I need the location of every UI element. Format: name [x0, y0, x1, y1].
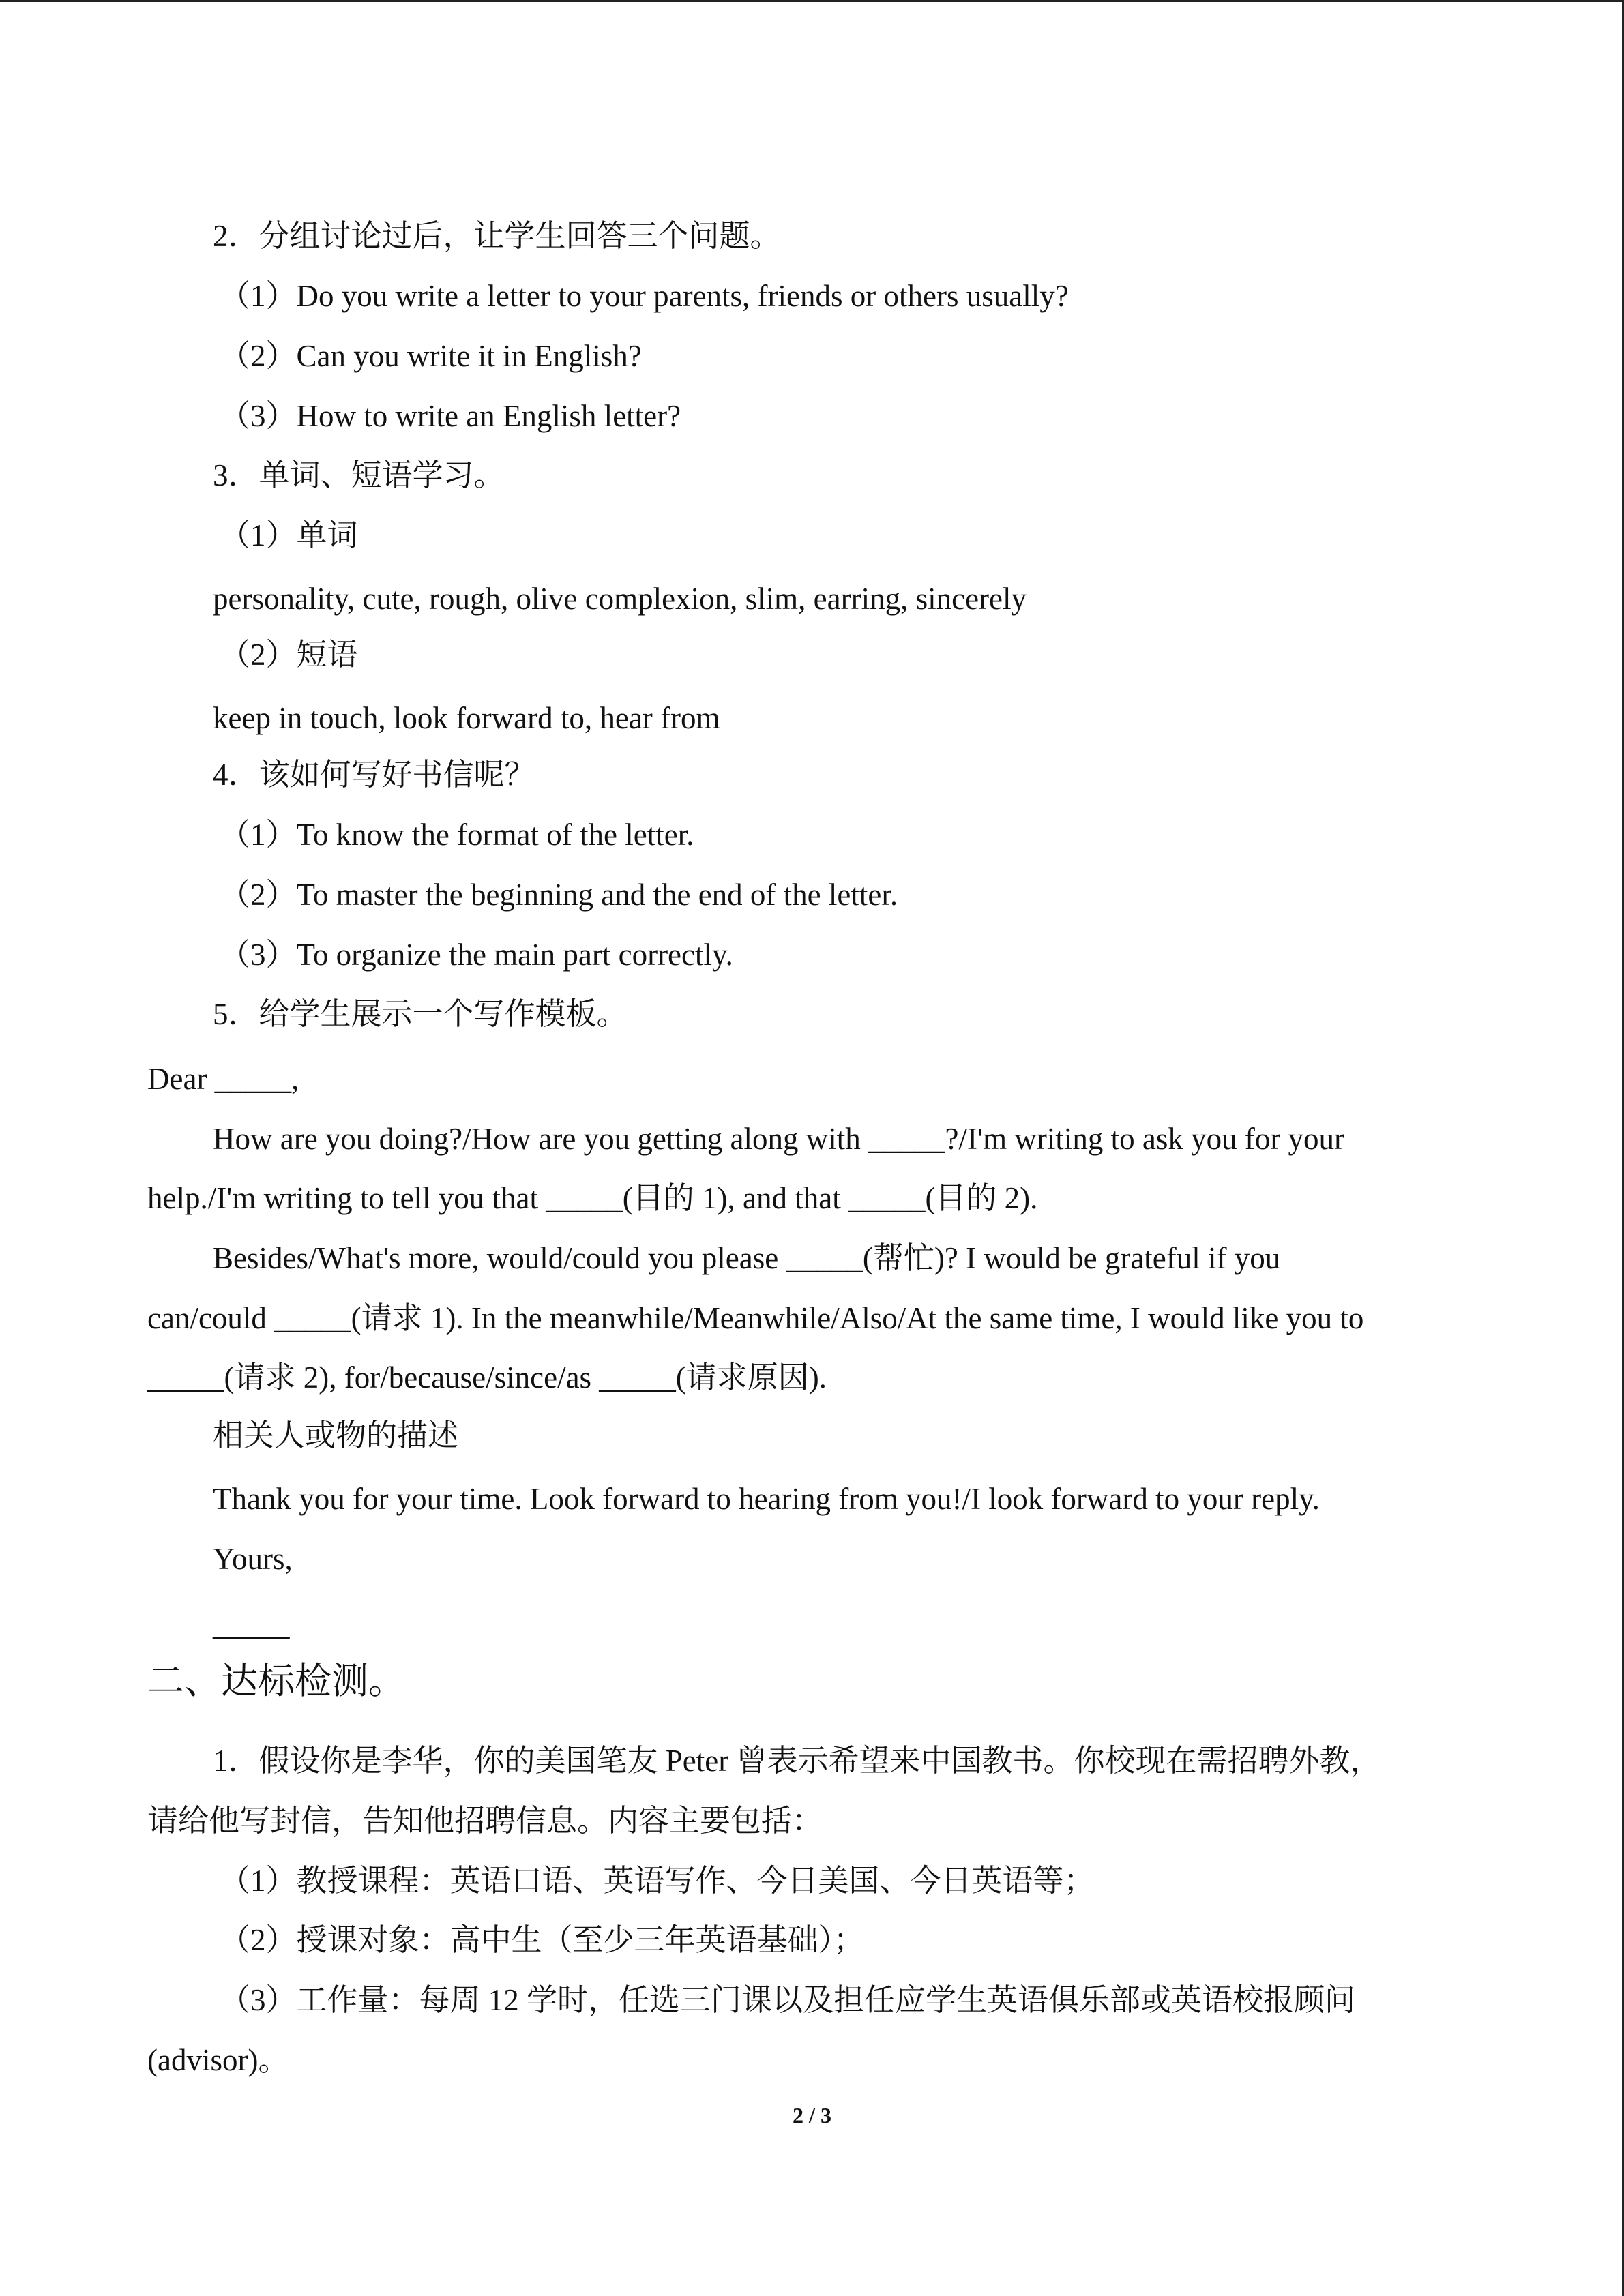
question1-line1: 1．假设你是李华，你的美国笔友 Peter 曾表示希望来中国教书。你校现在需招聘外教， [213, 1744, 1381, 1778]
item2-question-2: （2）Can you write it in English? [220, 339, 642, 373]
template-salutation: Dear _____, [147, 1062, 299, 1096]
item3-phrases-label: （2）短语 [220, 638, 358, 672]
item4-point-3: （3）To organize the main part correctly. [220, 938, 733, 972]
template-para2-line1: Besides/What's more, would/could you please _____(帮忙)? I would be grateful if you [213, 1241, 1281, 1275]
section2-heading: 二、达标检测。 [147, 1660, 405, 1701]
template-description: 相关人或物的描述 [213, 1418, 459, 1452]
item2-question-3: （3）How to write an English letter? [220, 399, 681, 433]
item4-point-2: （2）To master the beginning and the end of the letter. [220, 878, 898, 912]
item3-words-label: （1）单词 [220, 518, 358, 552]
template-para2-line2: can/could _____(请求 1). In the meanwhile/Meanwhile/Also/At the same time, I would like you to [147, 1301, 1364, 1335]
question1-item1: （1）教授课程：英语口语、英语写作、今日美国、今日英语等； [220, 1864, 1095, 1898]
question1-item3: （3）工作量：每周 12 学时，任选三门课以及担任应学生英语俱乐部或英语校报顾问 [220, 1983, 1356, 2017]
item4-point-1: （1）To know the format of the letter. [220, 818, 694, 852]
item2-question-1: （1）Do you write a letter to your parents, friends or others usually? [220, 279, 1069, 313]
template-para1-line2: help./I'm writing to tell you that _____(目的 1), and that _____(目的 2). [147, 1181, 1038, 1215]
question1-line2: 请给他写封信，告知他招聘信息。内容主要包括： [147, 1804, 823, 1838]
item3-words: personality, cute, rough, olive complexion, slim, earring, sincerely [213, 582, 1027, 616]
item3-title: 3．单词、短语学习。 [213, 458, 505, 492]
page-number: 2 / 3 [793, 2103, 831, 2128]
question1-item3-continued: (advisor)。 [147, 2043, 289, 2077]
template-para1-line1: How are you doing?/How are you getting along with _____?/I'm writing to ask you for your [213, 1122, 1345, 1156]
template-signature-blank: _____ [213, 1607, 290, 1641]
item4-title: 4．该如何写好书信呢？ [213, 758, 535, 792]
template-closing: Thank you for your time. Look forward to hearing from you!/I look forward to your reply. [213, 1482, 1320, 1516]
item2-title: 2．分组讨论过后，让学生回答三个问题。 [213, 219, 781, 253]
template-para2-line3: _____(请求 2), for/because/since/as _____(请求原因). [147, 1360, 827, 1395]
item5-title: 5．给学生展示一个写作模板。 [213, 997, 628, 1031]
item3-phrases: keep in touch, look forward to, hear from [213, 701, 720, 735]
template-signoff: Yours, [213, 1542, 293, 1576]
question1-item2: （2）授课对象：高中生（至少三年英语基础）； [220, 1923, 865, 1957]
